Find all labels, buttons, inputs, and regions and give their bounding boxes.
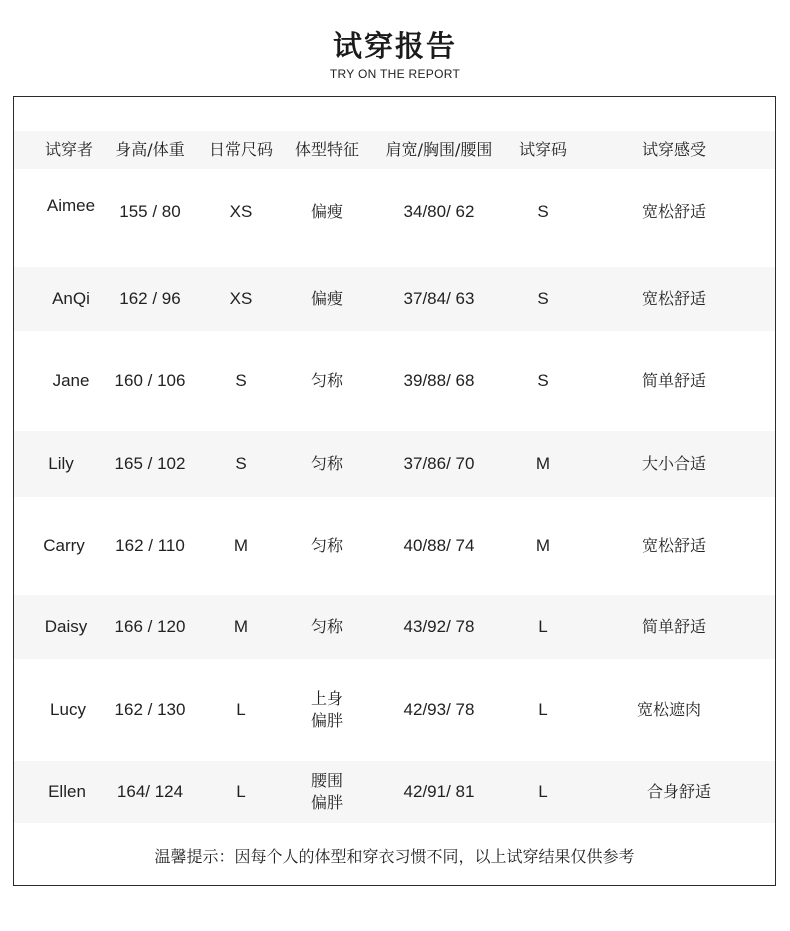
cell-feeling: 大小合适	[641, 454, 706, 474]
cell-tester: AnQi	[52, 288, 90, 308]
cell-height-weight: 155 / 80	[119, 201, 181, 221]
cell-usual-size: M	[233, 616, 249, 636]
tip-note: 温馨提示：因每个人的体型和穿衣习惯不同，以上试穿结果仅供参考	[154, 847, 635, 866]
header-usual-size: 日常尺码	[208, 140, 273, 160]
header-height-weight: 身高/体重	[115, 140, 185, 160]
cell-tried-size: M	[535, 535, 551, 555]
cell-measurements: 43/92/ 78	[403, 616, 475, 636]
header-tester: 试穿者	[44, 140, 93, 160]
cell-measurements: 37/86/ 70	[403, 453, 475, 473]
cell-body-type: 偏瘦	[310, 202, 343, 222]
cell-tester: Jane	[52, 370, 90, 390]
cell-feeling: 宽松遮肉	[636, 700, 701, 720]
cell-body-type: 腰围 偏胖	[310, 771, 343, 812]
cell-usual-size: S	[235, 370, 247, 390]
cell-usual-size: XS	[229, 288, 253, 308]
cell-tester: Aimee	[46, 195, 96, 215]
cell-measurements: 37/84/ 63	[403, 288, 475, 308]
cell-tester: Lucy	[50, 699, 86, 719]
cell-body-type: 匀称	[310, 617, 343, 637]
table-row	[14, 595, 775, 659]
cell-measurements: 39/88/ 68	[403, 370, 475, 390]
cell-feeling: 简单舒适	[641, 371, 706, 391]
cell-usual-size: S	[235, 453, 247, 473]
cell-height-weight: 165 / 102	[114, 453, 186, 473]
cell-tester: Lily	[48, 453, 74, 473]
table-row	[14, 169, 775, 255]
report-table	[13, 96, 776, 886]
table-row	[14, 761, 775, 823]
cell-height-weight: 164/ 124	[116, 781, 184, 801]
cell-tried-size: S	[537, 288, 549, 308]
cell-feeling: 合身舒适	[646, 782, 711, 802]
cell-tried-size: L	[538, 616, 548, 636]
cell-height-weight: 162 / 110	[115, 535, 185, 555]
table-row	[14, 659, 775, 761]
report-title: 试穿报告	[332, 29, 457, 63]
report-subtitle: TRY ON THE REPORT	[329, 67, 461, 81]
cell-tried-size: L	[538, 781, 548, 801]
cell-usual-size: L	[236, 781, 246, 801]
cell-feeling: 宽松舒适	[641, 202, 706, 222]
cell-tester: Carry	[43, 535, 85, 555]
cell-body-type: 偏瘦	[310, 289, 343, 309]
header-feeling: 试穿感受	[641, 140, 706, 160]
cell-height-weight: 166 / 120	[114, 616, 186, 636]
cell-tried-size: S	[537, 370, 549, 390]
cell-body-type: 匀称	[310, 371, 343, 391]
cell-body-type: 匀称	[310, 454, 343, 474]
table-row	[14, 267, 775, 331]
cell-tried-size: L	[538, 699, 548, 719]
cell-tried-size: M	[535, 453, 551, 473]
cell-usual-size: M	[233, 535, 249, 555]
header-tried-size: 试穿码	[518, 140, 567, 160]
cell-height-weight: 162 / 96	[119, 288, 181, 308]
cell-measurements: 40/88/ 74	[403, 535, 475, 555]
cell-tester: Ellen	[48, 781, 86, 801]
table-header	[14, 131, 775, 169]
cell-body-type: 上身 偏胖	[310, 689, 343, 730]
table-row	[14, 331, 775, 431]
cell-measurements: 42/91/ 81	[403, 781, 475, 801]
cell-feeling: 宽松舒适	[641, 536, 706, 556]
cell-usual-size: XS	[229, 201, 253, 221]
table-row	[14, 497, 775, 595]
cell-usual-size: L	[236, 699, 246, 719]
cell-measurements: 42/93/ 78	[403, 699, 475, 719]
cell-feeling: 宽松舒适	[641, 289, 706, 309]
cell-measurements: 34/80/ 62	[403, 201, 475, 221]
table-row	[14, 431, 775, 497]
cell-height-weight: 162 / 130	[114, 699, 186, 719]
cell-tester: Daisy	[44, 616, 88, 636]
header-body-type: 体型特征	[294, 140, 359, 160]
header-measurements: 肩宽/胸围/腰围	[385, 140, 493, 160]
cell-feeling: 简单舒适	[641, 617, 706, 637]
cell-tried-size: S	[537, 201, 549, 221]
cell-body-type: 匀称	[310, 536, 343, 556]
cell-height-weight: 160 / 106	[114, 370, 186, 390]
